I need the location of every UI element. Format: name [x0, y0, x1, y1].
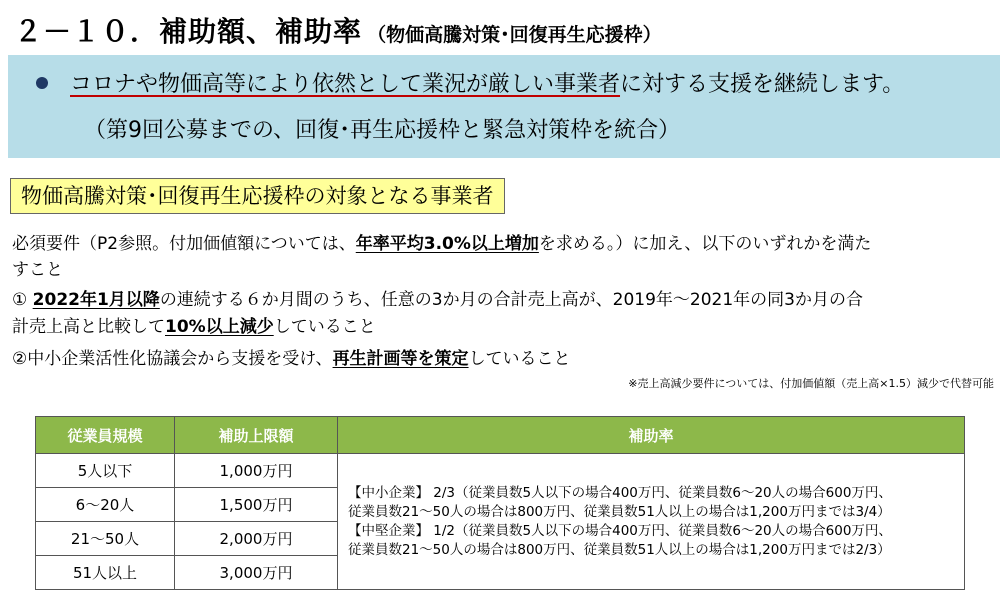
rate-line: 従業員数21～50人の場合は800万円、従業員数51人以上の場合は1,200万円までは3/4） [348, 503, 891, 520]
cell-employees: 51人以上 [36, 556, 175, 590]
requirement-line-2: すこと [12, 260, 63, 280]
emphasis-text: 10%以上減少 [165, 317, 274, 337]
rate-line: 【中小企業】 2/3（従業員数5人以下の場合400万円、従業員数6～20人の場合600万円、 [348, 484, 892, 501]
callout-text: に対する支援を継続します。 [620, 72, 905, 97]
text-span: していること [273, 317, 376, 337]
rate-line: 従業員数21～50人の場合は800万円、従業員数51人以上の場合は1,200万円までは2/3） [348, 541, 891, 558]
callout-underlined-text: コロナや物価高等により依然として業況が厳しい事業者 [70, 72, 621, 97]
text-span: の連続する６か月間のうち、任意の3か月の合計売上高が、2019年～2021年の同3か月の合 [159, 290, 863, 310]
cell-employees: 5人以下 [36, 454, 175, 488]
cell-cap: 2,000万円 [175, 522, 338, 556]
emphasis-text: 2022年1月以降 [32, 290, 160, 310]
text-span: ②中小企業活性化協議会から支援を受け、 [12, 349, 333, 369]
title-main: ２－１０．補助額、補助率 [14, 15, 363, 48]
cell-rate [338, 454, 965, 590]
text-span: 必須要件（P2参照。付加価値額については、 [12, 234, 356, 254]
header-rate: 補助率 [338, 417, 965, 454]
table-header-row [36, 417, 965, 454]
callout-line-1 [36, 67, 904, 98]
page-title [14, 10, 662, 50]
rate-line: 【中堅企業】 1/2（従業員数5人以下の場合400万円、従業員数6～20人の場合600万円、 [348, 522, 892, 539]
header-employees: 従業員規模 [36, 417, 175, 454]
summary-callout [8, 55, 1000, 158]
section-heading: 物価高騰対策･回復再生応援枠の対象となる事業者 [10, 178, 505, 214]
requirement-line-1 [12, 229, 871, 254]
condition-2 [12, 344, 571, 369]
condition-1-line-2 [12, 312, 376, 337]
cell-cap: 1,500万円 [175, 488, 338, 522]
header-cap: 補助上限額 [175, 417, 338, 454]
cell-cap: 1,000万円 [175, 454, 338, 488]
text-span: 計売上高と比較して [12, 317, 165, 337]
text-span: を求める。）に加え、以下のいずれかを満た [538, 234, 872, 254]
footnote: ※売上高減少要件については、付加価値額（売上高×1.5）減少で代替可能 [628, 377, 994, 390]
cell-employees: 6～20人 [36, 488, 175, 522]
condition-1-line-1 [12, 285, 863, 310]
emphasis-text: 再生計画等を策定 [332, 349, 469, 369]
title-subtitle: （物価高騰対策･回復再生応援枠） [367, 24, 662, 46]
cell-employees: 21～50人 [36, 522, 175, 556]
text-span: していること [468, 349, 571, 369]
callout-line-2: （第9回公募までの、回復･再生応援枠と緊急対策枠を統合） [84, 118, 681, 143]
text-span: ① [12, 290, 33, 310]
cell-cap: 3,000万円 [175, 556, 338, 590]
table-row [36, 454, 965, 488]
emphasis-text: 年率平均3.0%以上増加 [355, 234, 539, 254]
subsidy-table [35, 416, 965, 590]
bullet-icon [36, 77, 48, 89]
